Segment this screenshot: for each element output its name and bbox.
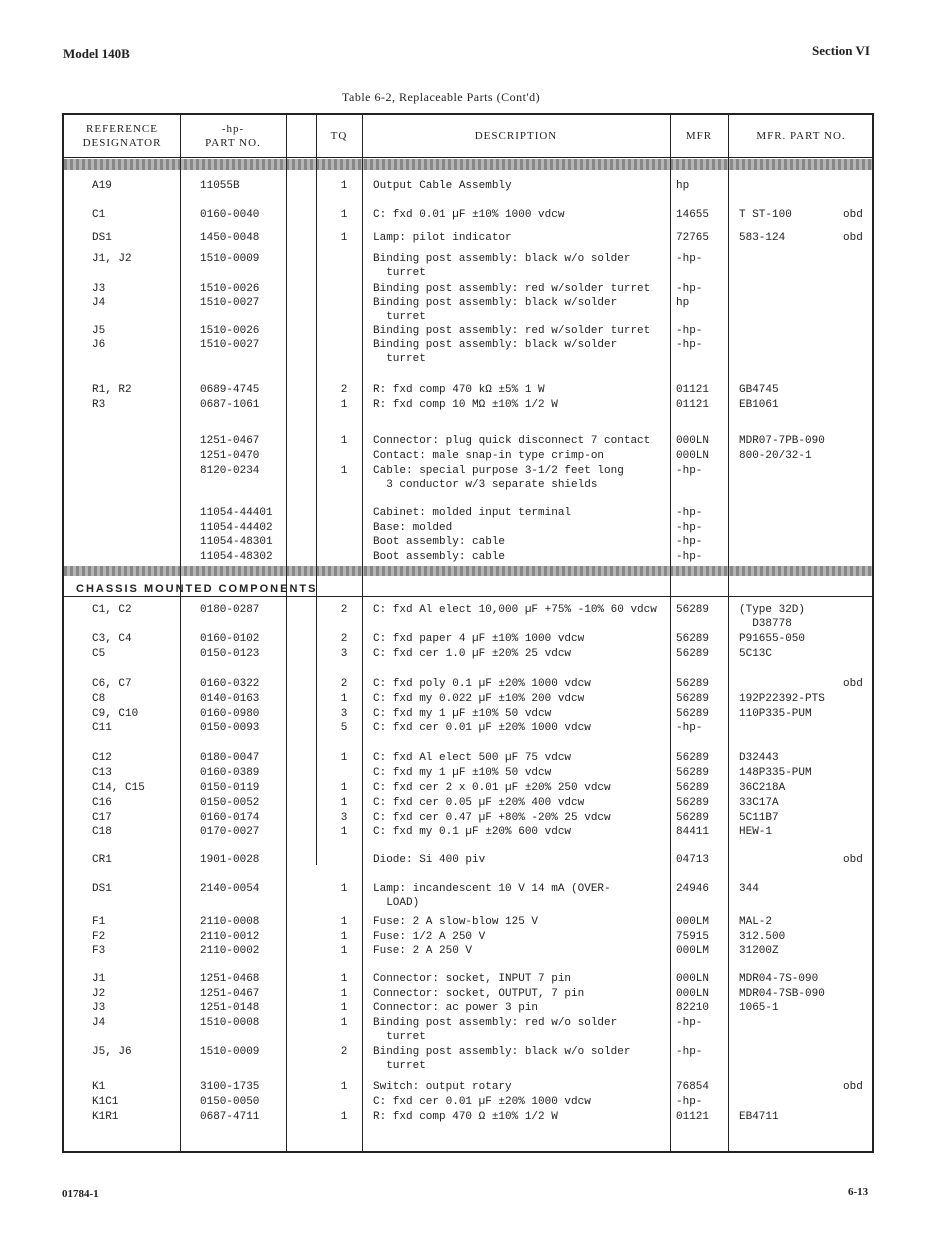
row-21-tq: 1 [340,693,348,705]
row-40-desc: Switch: output rotary [373,1081,512,1093]
row-25-ref: C13 [92,767,112,779]
row-11-part: 1251-0470 [200,450,260,462]
row-30-obd: obd [843,854,863,866]
row-19-mfr: 56289 [676,648,710,660]
row-8-ref: R1, R2 [92,384,132,396]
row-29-desc: C: fxd my 0.1 µF ±20% 600 vdcw [373,826,572,838]
col-divider-5 [670,115,671,1153]
row-14-mfr: -hp- [676,522,703,534]
row-39-part: 1510-0009 [200,1046,260,1058]
row-7-desc: Binding post assembly: black w/solder turret [373,339,618,365]
row-27-part: 0150-0052 [200,797,260,809]
row-13-mfr: -hp- [676,507,703,519]
row-27-mfr: 56289 [676,797,710,809]
row-16-part: 11054-48302 [200,551,273,563]
row-15-desc: Boot assembly: cable [373,536,506,548]
row-37-mpn: 1065-1 [739,1002,779,1014]
row-40-mfr: 76854 [676,1081,710,1093]
row-28-part: 0160-0174 [200,812,260,824]
row-3-mfr: -hp- [676,253,703,265]
row-36-desc: Connector: socket, OUTPUT, 7 pin [373,988,585,1000]
row-33-mfr: 75915 [676,931,710,943]
row-30-mfr: 04713 [676,854,710,866]
header-reference-designator: REFERENCE DESIGNATOR [82,123,162,149]
row-13-part: 11054-44401 [200,507,273,519]
row-3-ref: J1, J2 [92,253,132,265]
row-20-desc: C: fxd poly 0.1 µF ±20% 1000 vdcw [373,678,591,690]
row-40-part: 3100-1735 [200,1081,260,1093]
row-35-mpn: MDR04-7S-090 [739,973,819,985]
row-39-desc: Binding post assembly: black w/o solder turret [373,1046,631,1072]
row-41-part: 0150-0050 [200,1096,260,1108]
row-18-mpn: P91655-050 [739,633,806,645]
row-34-mfr: 000LM [676,945,710,957]
row-18-tq: 2 [340,633,348,645]
header-description: DESCRIPTION [474,130,558,142]
row-23-tq: 5 [340,722,348,734]
row-2-mfr: 72765 [676,232,710,244]
row-22-part: 0160-0980 [200,708,260,720]
row-35-ref: J1 [92,973,106,985]
row-7-mfr: -hp- [676,339,703,351]
row-32-mfr: 000LM [676,916,710,928]
row-29-mpn: HEW-1 [739,826,773,838]
row-26-tq: 1 [340,782,348,794]
row-33-part: 2110-0012 [200,931,260,943]
row-28-mpn: 5C11B7 [739,812,779,824]
row-2-mpn: 583-124 [739,232,786,244]
row-15-part: 11054-48301 [200,536,273,548]
row-18-ref: C3, C4 [92,633,132,645]
row-16-mfr: -hp- [676,551,703,563]
row-21-part: 0140-0163 [200,693,260,705]
row-31-tq: 1 [340,883,348,895]
row-12-mfr: -hp- [676,465,703,477]
row-36-mpn: MDR04-7SB-090 [739,988,825,1000]
row-10-mpn: MDR07-7PB-090 [739,435,825,447]
row-31-desc: Lamp: incandescent 10 V 14 mA (OVER- LOAD) [373,883,611,909]
row-12-desc: Cable: special purpose 3-1/2 feet long 3 conductor w/3 separate shields [373,465,624,491]
table-header-row [64,115,872,158]
row-38-ref: J4 [92,1017,106,1029]
row-0-mfr: hp [676,180,690,192]
col-divider-2 [286,115,287,1153]
row-39-mfr: -hp- [676,1046,703,1058]
row-24-ref: C12 [92,752,112,764]
row-20-ref: C6, C7 [92,678,132,690]
row-32-part: 2110-0008 [200,916,260,928]
row-2-ref: DS1 [92,232,112,244]
row-26-ref: C14, C15 [92,782,145,794]
row-14-desc: Base: molded [373,522,453,534]
row-39-tq: 2 [340,1046,348,1058]
row-24-mfr: 56289 [676,752,710,764]
row-20-part: 0160-0322 [200,678,260,690]
row-25-desc: C: fxd my 1 µF ±10% 50 vdcw [373,767,552,779]
row-24-mpn: D32443 [739,752,779,764]
row-0-part: 11055B [200,180,240,192]
row-20-mfr: 56289 [676,678,710,690]
row-34-ref: F3 [92,945,106,957]
row-38-desc: Binding post assembly: red w/o solder turret [373,1017,618,1043]
header-part-no: -hp- PART NO. [205,123,261,149]
row-37-tq: 1 [340,1002,348,1014]
row-22-ref: C9, C10 [92,708,139,720]
row-31-mfr: 24946 [676,883,710,895]
row-8-mfr: 01121 [676,384,710,396]
row-2-obd: obd [843,232,863,244]
col-divider-4 [362,115,363,1153]
row-18-mfr: 56289 [676,633,710,645]
table-caption: Table 6-2, Replaceable Parts (Cont'd) [342,90,541,104]
row-13-desc: Cabinet: molded input terminal [373,507,572,519]
row-3-part: 1510-0009 [200,253,260,265]
row-8-mpn: GB4745 [739,384,779,396]
row-38-part: 1510-0008 [200,1017,260,1029]
row-27-ref: C16 [92,797,112,809]
row-9-part: 0687-1061 [200,399,260,411]
row-42-part: 0687-4711 [200,1111,260,1123]
row-33-ref: F2 [92,931,106,943]
row-42-mpn: EB4711 [739,1111,779,1123]
row-19-mpn: 5C13C [739,648,773,660]
row-4-ref: J3 [92,283,106,295]
row-6-mfr: -hp- [676,325,703,337]
row-1-part: 0160-0040 [200,209,260,221]
row-38-mfr: -hp- [676,1017,703,1029]
row-9-mfr: 01121 [676,399,710,411]
row-37-part: 1251-0148 [200,1002,260,1014]
row-1-tq: 1 [340,209,348,221]
row-34-mpn: 31200Z [739,945,779,957]
header-tq: TQ [330,130,348,142]
model-label: Model 140B [63,46,130,61]
row-40-ref: K1 [92,1081,106,1093]
row-1-mpn: T ST-100 [739,209,792,221]
row-9-mpn: EB1061 [739,399,779,411]
row-18-desc: C: fxd paper 4 µF ±10% 1000 vdcw [373,633,585,645]
row-38-tq: 1 [340,1017,348,1029]
row-32-desc: Fuse: 2 A slow-blow 125 V [373,916,539,928]
row-24-part: 0180-0047 [200,752,260,764]
row-36-mfr: 000LN [676,988,710,1000]
row-17-mpn: (Type 32D) D38778 [739,604,806,630]
row-17-tq: 2 [340,604,348,616]
row-21-mpn: 192P22392-PTS [739,693,825,705]
row-25-mfr: 56289 [676,767,710,779]
row-12-tq: 1 [340,465,348,477]
row-41-mfr: -hp- [676,1096,703,1108]
row-37-mfr: 82210 [676,1002,710,1014]
row-12-part: 8120-0234 [200,465,260,477]
row-18-part: 0160-0102 [200,633,260,645]
row-31-mpn: 344 [739,883,759,895]
row-2-part: 1450-0048 [200,232,260,244]
row-16-desc: Boot assembly: cable [373,551,506,563]
row-2-desc: Lamp: pilot indicator [373,232,512,244]
section-title: CHASSIS MOUNTED COMPONENTS [76,583,318,595]
row-26-mfr: 56289 [676,782,710,794]
row-23-desc: C: fxd cer 0.01 µF ±20% 1000 vdcw [373,722,591,734]
row-19-part: 0150-0123 [200,648,260,660]
row-35-tq: 1 [340,973,348,985]
row-21-desc: C: fxd my 0.022 µF ±10% 200 vdcw [373,693,585,705]
row-34-tq: 1 [340,945,348,957]
row-8-tq: 2 [340,384,348,396]
row-8-part: 0689-4745 [200,384,260,396]
row-29-part: 0170-0027 [200,826,260,838]
row-0-ref: A19 [92,180,112,192]
row-4-part: 1510-0026 [200,283,260,295]
row-37-ref: J3 [92,1002,106,1014]
row-29-ref: C18 [92,826,112,838]
row-17-desc: C: fxd Al elect 10,000 µF +75% -10% 60 vdcw [373,604,657,616]
col-divider-1 [180,115,181,1153]
row-26-part: 0150-0119 [200,782,260,794]
row-28-tq: 3 [340,812,348,824]
row-6-desc: Binding post assembly: red w/solder turret [373,325,651,337]
row-42-mfr: 01121 [676,1111,710,1123]
row-42-desc: R: fxd comp 470 Ω ±10% 1/2 W [373,1111,558,1123]
row-11-mpn: 800-20/32-1 [739,450,812,462]
row-10-tq: 1 [340,435,348,447]
row-32-mpn: MAL-2 [739,916,773,928]
footer-left: 01784-1 [62,1188,99,1200]
row-8-desc: R: fxd comp 470 kΩ ±5% 1 W [373,384,545,396]
row-33-mpn: 312.500 [739,931,786,943]
row-42-tq: 1 [340,1111,348,1123]
row-25-part: 0160-0389 [200,767,260,779]
row-36-ref: J2 [92,988,106,1000]
row-40-tq: 1 [340,1081,348,1093]
row-23-mfr: -hp- [676,722,703,734]
row-30-desc: Diode: Si 400 piv [373,854,486,866]
row-5-mfr: hp [676,297,690,309]
row-3-desc: Binding post assembly: black w/o solder turret [373,253,631,279]
row-1-desc: C: fxd 0.01 µF ±10% 1000 vdcw [373,209,565,221]
row-34-part: 2110-0002 [200,945,260,957]
row-41-desc: C: fxd cer 0.01 µF ±20% 1000 vdcw [373,1096,591,1108]
row-17-ref: C1, C2 [92,604,132,616]
row-21-mfr: 56289 [676,693,710,705]
parts-table [62,113,874,1153]
row-19-desc: C: fxd cer 1.0 µF ±20% 25 vdcw [373,648,572,660]
row-23-ref: C11 [92,722,112,734]
row-20-obd: obd [843,678,863,690]
col-divider-6 [728,115,729,1153]
row-11-mfr: 000LN [676,450,710,462]
row-31-part: 2140-0054 [200,883,260,895]
col-divider-3 [316,115,317,865]
row-26-mpn: 36C218A [739,782,786,794]
row-30-part: 1901-0028 [200,854,260,866]
row-32-tq: 1 [340,916,348,928]
row-1-ref: C1 [92,209,106,221]
row-36-part: 1251-0467 [200,988,260,1000]
section-label: Section VI [812,43,870,58]
row-33-desc: Fuse: 1/2 A 250 V [373,931,486,943]
row-22-mfr: 56289 [676,708,710,720]
row-24-tq: 1 [340,752,348,764]
row-10-part: 1251-0467 [200,435,260,447]
row-1-mfr: 14655 [676,209,710,221]
row-6-ref: J5 [92,325,106,337]
row-34-desc: Fuse: 2 A 250 V [373,945,473,957]
row-39-ref: J5, J6 [92,1046,132,1058]
footer-right: 6-13 [848,1186,869,1198]
row-9-ref: R3 [92,399,106,411]
header-mfr-part-no: MFR. PART NO. [756,130,846,142]
row-19-ref: C5 [92,648,106,660]
row-22-mpn: 110P335-PUM [739,708,812,720]
row-31-ref: DS1 [92,883,112,895]
row-19-tq: 3 [340,648,348,660]
row-5-desc: Binding post assembly: black w/solder turret [373,297,618,323]
row-14-part: 11054-44402 [200,522,273,534]
row-26-desc: C: fxd cer 2 x 0.01 µF ±20% 250 vdcw [373,782,611,794]
shaded-band-top [64,159,872,170]
row-27-tq: 1 [340,797,348,809]
row-4-mfr: -hp- [676,283,703,295]
row-42-ref: K1R1 [92,1111,119,1123]
row-28-mfr: 56289 [676,812,710,824]
header-mfr: MFR [685,130,713,142]
row-4-desc: Binding post assembly: red w/solder turret [373,283,651,295]
row-6-part: 1510-0026 [200,325,260,337]
row-35-desc: Connector: socket, INPUT 7 pin [373,973,572,985]
row-30-ref: CR1 [92,854,112,866]
row-17-part: 0180-0287 [200,604,260,616]
row-7-ref: J6 [92,339,106,351]
row-9-desc: R: fxd comp 10 MΩ ±10% 1/2 W [373,399,558,411]
row-9-tq: 1 [340,399,348,411]
row-36-tq: 1 [340,988,348,1000]
row-32-ref: F1 [92,916,106,928]
row-29-tq: 1 [340,826,348,838]
row-22-tq: 3 [340,708,348,720]
row-22-desc: C: fxd my 1 µF ±10% 50 vdcw [373,708,552,720]
shaded-band-mid [64,566,872,576]
row-15-mfr: -hp- [676,536,703,548]
row-0-tq: 1 [340,180,348,192]
row-23-part: 0150-0093 [200,722,260,734]
row-17-mfr: 56289 [676,604,710,616]
row-10-mfr: 000LN [676,435,710,447]
row-35-mfr: 000LN [676,973,710,985]
row-5-ref: J4 [92,297,106,309]
row-2-tq: 1 [340,232,348,244]
row-25-mpn: 148P335-PUM [739,767,812,779]
row-24-desc: C: fxd Al elect 500 µF 75 vdcw [373,752,572,764]
row-35-part: 1251-0468 [200,973,260,985]
row-40-obd: obd [843,1081,863,1093]
row-5-part: 1510-0027 [200,297,260,309]
row-1-obd: obd [843,209,863,221]
row-28-ref: C17 [92,812,112,824]
row-41-ref: K1C1 [92,1096,119,1108]
row-11-desc: Contact: male snap-in type crimp-on [373,450,605,462]
row-37-desc: Connector: ac power 3 pin [373,1002,539,1014]
row-20-tq: 2 [340,678,348,690]
row-21-ref: C8 [92,693,106,705]
row-7-part: 1510-0027 [200,339,260,351]
row-29-mfr: 84411 [676,826,710,838]
row-28-desc: C: fxd cer 0.47 µF +80% -20% 25 vdcw [373,812,611,824]
row-27-mpn: 33C17A [739,797,779,809]
row-27-desc: C: fxd cer 0.05 µF ±20% 400 vdcw [373,797,585,809]
row-33-tq: 1 [340,931,348,943]
row-0-desc: Output Cable Assembly [373,180,512,192]
row-10-desc: Connector: plug quick disconnect 7 contact [373,435,651,447]
